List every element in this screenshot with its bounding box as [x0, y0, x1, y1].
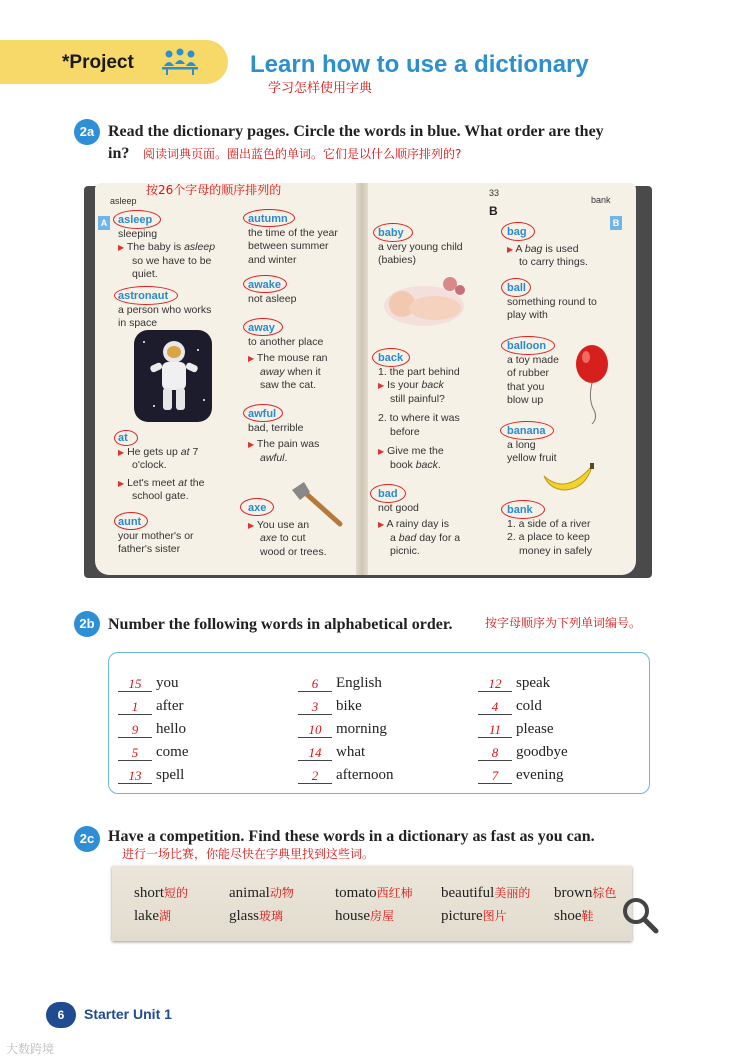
ordering-item: [298, 715, 393, 738]
circle-banana: [500, 421, 554, 440]
competition-word: [335, 884, 441, 902]
order-number-blank[interactable]: 14: [298, 744, 332, 761]
project-label: *Project: [62, 52, 134, 73]
order-word: bike: [336, 698, 362, 714]
entry-example: You use an: [256, 518, 310, 531]
instruction-2c-cn: 进行一场比赛，你能尽快在字典里找到这些词。: [122, 847, 375, 861]
entry-def: blow up: [507, 394, 544, 406]
left-head-word: asleep: [110, 196, 137, 206]
entry-example: school gate.: [132, 490, 189, 502]
competition-word: [441, 907, 554, 925]
entry-example: The mouse ran: [256, 352, 328, 364]
entry-example: Let's meet: [127, 476, 176, 489]
left-letter-tab: A: [98, 216, 110, 230]
entry-example: a: [390, 531, 396, 544]
entry-def: sleeping: [118, 227, 158, 240]
competition-word-en: picture: [441, 908, 483, 924]
competition-word-en: animal: [229, 885, 270, 901]
badge-2c: 2c: [74, 826, 100, 852]
entry-example-italic: back: [415, 458, 438, 471]
entry-example: wood or trees.: [260, 545, 327, 558]
ordering-item: [118, 715, 188, 738]
entry-example: A: [515, 242, 522, 255]
order-word: evening: [516, 767, 564, 783]
competition-word-en: beautiful: [441, 885, 495, 901]
ordering-item: [478, 669, 568, 692]
banana-illustration: [540, 462, 596, 494]
competition-word-en: lake: [134, 908, 159, 924]
order-word: spell: [156, 767, 185, 783]
competition-word: [229, 907, 335, 925]
order-word: after: [156, 698, 184, 714]
order-number-blank[interactable]: 10: [298, 721, 332, 738]
competition-word-cn: 玻璃: [259, 909, 284, 923]
order-word: speak: [516, 675, 551, 691]
ordering-item: [298, 692, 393, 715]
entry-def: play with: [507, 309, 548, 321]
competition-word-en: house: [335, 908, 370, 924]
entry-def: of rubber: [507, 367, 550, 379]
competition-word-en: tomato: [335, 885, 377, 901]
entry-example: when it: [287, 365, 321, 378]
competition-word: [335, 907, 441, 925]
instruction-2c: Have a competition. Find these words in a dictionary as fast as you can.: [108, 828, 595, 845]
entry-example-italic: back: [421, 379, 444, 391]
ordering-column-3: [478, 669, 568, 784]
entry-example: saw the cat.: [260, 379, 317, 391]
entry-example: Is your: [387, 379, 419, 391]
competition-word: [134, 884, 229, 902]
entry-def: the time of the year: [248, 226, 338, 239]
entry-example-italic: at: [180, 445, 190, 458]
entry-word: ball: [507, 282, 526, 294]
entry-example: The pain was: [256, 438, 320, 450]
circle-bank: [501, 500, 545, 519]
entry-word: at: [118, 432, 128, 444]
entry-def: 1. a side of a river: [507, 517, 591, 530]
right-head-word: bank: [591, 195, 611, 205]
circle-baby: [373, 223, 413, 242]
entry-word: bank: [507, 504, 533, 516]
entry-word: baby: [378, 227, 404, 239]
entry-example: quiet.: [132, 268, 158, 280]
circle-at: [114, 430, 138, 446]
competition-word-en: brown: [554, 885, 593, 901]
baby-illustration: [380, 272, 470, 330]
circle-astronaut: [114, 286, 178, 305]
entry-def: to another place: [248, 335, 324, 348]
entry-example: still painful?: [390, 392, 445, 405]
entry-at: at ▶ He gets up at 7 o'clock. ▶ Let's meet at the school gate.: [118, 432, 238, 504]
entry-example-italic: at: [178, 476, 187, 489]
entry-def: and winter: [248, 253, 297, 266]
entry-bad: bad not good ▶ A rainy day is a bad day for a picnic.: [378, 488, 498, 559]
competition-word: [229, 884, 335, 902]
entry-example: Give me the: [387, 445, 444, 457]
competition-word: [134, 907, 229, 925]
entry-def: a long: [507, 438, 536, 451]
entry-awful: awful bad, terrible ▶ The pain was awful.: [248, 408, 360, 465]
competition-word-en: shoe: [554, 908, 582, 924]
instruction-2b: Number the following words in alphabetical order.: [108, 616, 453, 633]
circle-asleep: [113, 210, 161, 229]
badge-2b: 2b: [74, 611, 100, 637]
entry-example-italic: away: [260, 365, 285, 378]
balloon-illustration: [572, 344, 612, 424]
ordering-item: [298, 761, 393, 784]
astronaut-illustration: [134, 330, 212, 422]
order-word: you: [156, 675, 179, 691]
ordering-column-1: [118, 669, 188, 784]
order-number-blank[interactable]: 8: [478, 744, 512, 761]
competition-word-cn: 湖: [158, 909, 171, 923]
entry-def: (babies): [378, 254, 416, 266]
circle-bad: [370, 484, 406, 503]
circle-awake: [243, 275, 287, 293]
entry-word: awake: [248, 279, 282, 291]
watermark: 大数跨境: [6, 1042, 55, 1056]
entry-def: father's sister: [118, 543, 181, 555]
circle-back: [372, 348, 410, 367]
entry-axe: axe ▶ You use an axe to cut wood or trees.: [248, 502, 360, 559]
ordering-column-2: [298, 669, 393, 784]
axe-illustration: [288, 480, 346, 530]
badge-2a: 2a: [74, 119, 100, 145]
circle-axe: [240, 498, 274, 516]
entry-word: autumn: [248, 213, 288, 225]
entry-example: book: [390, 458, 413, 471]
ordering-item: [298, 669, 393, 692]
ordering-item: [478, 738, 568, 761]
competition-row-1: [134, 884, 644, 902]
circle-balloon: [501, 336, 555, 355]
entry-example-italic: axe: [260, 532, 277, 544]
instruction-2a-cn: 阅读词典页面。圈出蓝色的单词。它们是以什么顺序排列的?: [143, 147, 462, 161]
entry-away: away to another place ▶ The mouse ran away when it saw the cat.: [248, 322, 360, 393]
entry-example-italic: bad: [398, 531, 417, 544]
entry-example-italic: bag: [524, 242, 543, 255]
order-number-blank[interactable]: 5: [118, 744, 152, 761]
entry-word: balloon: [507, 340, 547, 352]
instruction-2b-cn: 按字母顺序为下列单词编号。: [485, 616, 642, 630]
order-number-blank[interactable]: 12: [478, 675, 512, 692]
right-letter-tab: B: [610, 216, 622, 230]
competition-word-en: short: [134, 885, 164, 901]
entry-def: 1. the part behind: [378, 365, 460, 378]
entry-bag: bag ▶ A bag is used to carry things.: [507, 226, 627, 270]
unit-label: Starter Unit 1: [84, 1006, 172, 1022]
entry-def: 2. a place to keep: [507, 531, 590, 543]
competition-word-cn: 房屋: [370, 909, 395, 923]
ordering-item: [118, 669, 188, 692]
instruction-2a-line2: in?: [108, 145, 130, 162]
ordering-item: [298, 738, 393, 761]
entry-def: something round to: [507, 295, 597, 308]
entry-def: 2. to where it was: [378, 412, 460, 424]
circle-autumn: [243, 209, 295, 227]
order-number-blank[interactable]: 11: [478, 721, 512, 738]
circle-away: [243, 318, 283, 336]
entry-def: a very young child: [378, 240, 463, 253]
entry-def: not asleep: [248, 292, 297, 305]
entry-example: o'clock.: [132, 459, 167, 471]
right-page-number: 33: [489, 188, 500, 198]
competition-word-en: glass: [229, 908, 259, 924]
entry-word: awful: [248, 408, 277, 420]
entry-word: bad: [378, 488, 398, 500]
ordering-item: [118, 738, 188, 761]
order-number-blank[interactable]: 9: [118, 721, 152, 738]
competition-word-cn: 图片: [482, 909, 507, 923]
magnifier-icon: [620, 895, 660, 935]
competition-word-cn: 动物: [269, 886, 294, 900]
entry-def: that you: [507, 380, 545, 393]
order-number-blank[interactable]: 2: [298, 767, 332, 784]
page-title: Learn how to use a dictionary: [250, 51, 589, 78]
order-word: please: [516, 721, 554, 737]
entry-example: to cut: [279, 532, 306, 544]
order-word: afternoon: [336, 767, 394, 783]
order-word: hello: [156, 721, 186, 737]
ordering-item: [478, 761, 568, 784]
entry-word: asleep: [118, 214, 153, 226]
entry-word: astronaut: [118, 290, 169, 302]
order-number-blank[interactable]: 4: [478, 698, 512, 715]
entry-word: banana: [507, 425, 546, 437]
competition-word-cn: 西红柿: [376, 886, 413, 900]
order-number-blank[interactable]: 6: [298, 675, 332, 692]
people-at-table-icon: [160, 48, 200, 76]
entry-word: away: [248, 322, 275, 334]
order-number-blank[interactable]: 1: [118, 698, 152, 715]
ordering-item: [118, 692, 188, 715]
entry-example: is used: [545, 242, 579, 255]
competition-word: [441, 884, 554, 902]
order-word: English: [336, 675, 382, 691]
competition-word-cn: 短的: [164, 886, 189, 900]
instruction-2a-line1: Read the dictionary pages. Circle the words in blue. What order are they: [108, 123, 604, 140]
entry-asleep: asleep sleeping ▶ The baby is asleep so we have to be quiet.: [118, 214, 238, 282]
entry-example: picnic.: [390, 545, 420, 557]
entry-word: bag: [507, 226, 527, 238]
entry-word: aunt: [118, 516, 142, 528]
entry-def: not good: [378, 501, 419, 514]
competition-word-strip: [112, 866, 632, 941]
circle-aunt: [114, 512, 148, 530]
order-word: morning: [336, 721, 387, 737]
order-word: cold: [516, 698, 542, 714]
answer-2a-cn: 按26个字母的顺序排列的: [146, 183, 282, 197]
right-section-letter: B: [489, 204, 498, 218]
order-number-blank[interactable]: 3: [298, 698, 332, 715]
order-word: goodbye: [516, 744, 568, 760]
circle-bag: [501, 222, 535, 241]
entry-example: day for a: [419, 531, 461, 544]
entry-example-italic: asleep: [184, 241, 216, 253]
entry-def: in space: [118, 317, 158, 329]
entry-example: 7: [192, 445, 199, 458]
entry-word: back: [378, 352, 404, 364]
entry-word: axe: [248, 502, 267, 514]
order-number-blank[interactable]: 13: [118, 767, 152, 784]
competition-word-cn: 棕色: [592, 886, 617, 900]
ordering-item: [478, 715, 568, 738]
order-number-blank[interactable]: 7: [478, 767, 512, 784]
entry-example: so we have to be: [132, 254, 212, 267]
circle-awful: [243, 404, 283, 422]
entry-def: a toy made: [507, 353, 559, 366]
order-number-blank[interactable]: 15: [118, 675, 152, 692]
entry-example: A rainy day is: [386, 518, 449, 530]
entry-example: He gets up: [127, 445, 178, 458]
entry-def: a person who works: [118, 303, 212, 316]
entry-def: between summer: [248, 240, 329, 252]
order-word: come: [156, 744, 189, 760]
entry-def: yellow fruit: [507, 452, 557, 464]
order-word: what: [336, 744, 366, 760]
competition-word-cn: 鞋: [581, 909, 594, 923]
page-title-cn: 学习怎样使用字典: [268, 81, 373, 96]
entry-example: .: [437, 458, 441, 471]
entry-example: to carry things.: [519, 256, 588, 268]
page-number: 6: [46, 1002, 76, 1028]
entry-def: before: [390, 425, 420, 438]
ordering-item: [118, 761, 188, 784]
entry-example: .: [284, 451, 288, 464]
entry-example: the: [189, 476, 205, 489]
circle-ball: [501, 278, 531, 297]
competition-row-2: [134, 907, 644, 925]
entry-def: bad, terrible: [248, 421, 304, 434]
ordering-item: [478, 692, 568, 715]
entry-example-italic: awful: [260, 451, 285, 464]
competition-word-cn: 美丽的: [494, 886, 531, 900]
entry-def: money in safely: [519, 544, 592, 557]
entry-example: The baby is: [126, 241, 182, 253]
entry-back: back 1. the part behind ▶ Is your back still painful? 2. to where it was before ▶ Give me the book back.: [378, 352, 498, 472]
entry-def: your mother's or: [118, 529, 194, 542]
